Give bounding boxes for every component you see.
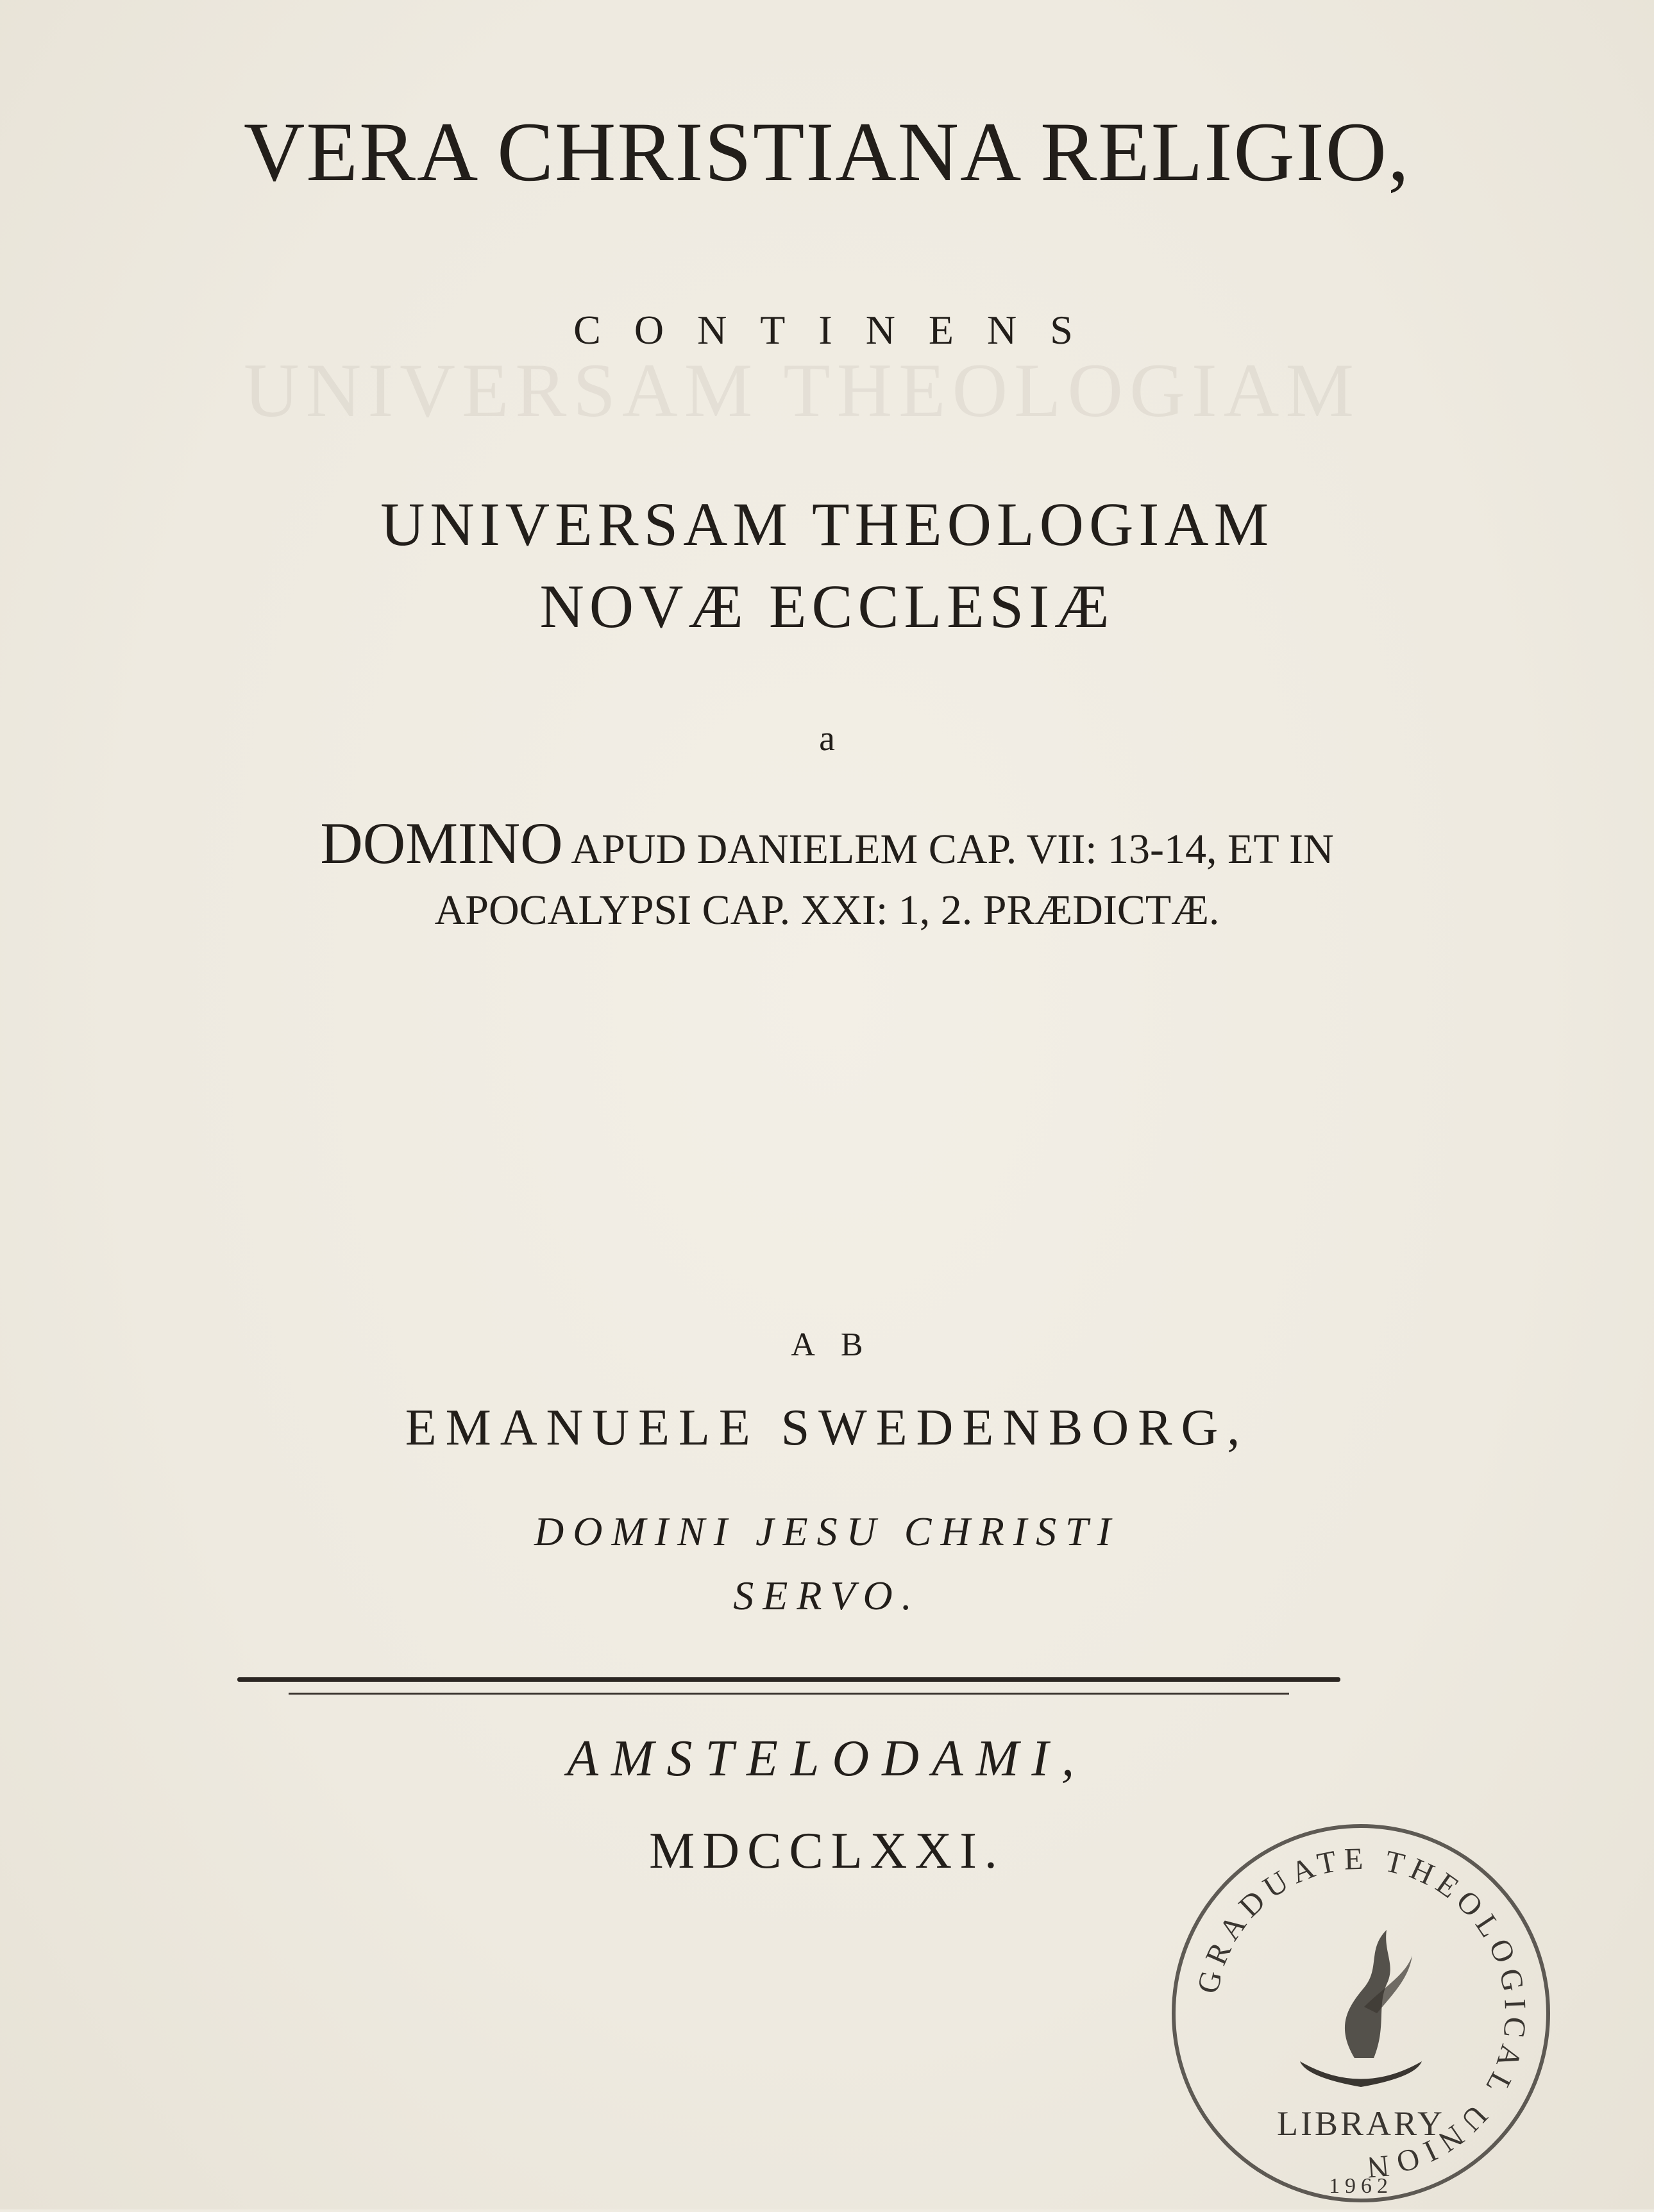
stamp-center-text: LIBRARY xyxy=(1276,2104,1446,2143)
domino-word: DOMINO xyxy=(320,810,563,876)
stamp-year-text: 1962 xyxy=(1329,2174,1393,2198)
bleed-through-text: UNIVERSAM THEOLOGIAM xyxy=(244,348,1361,433)
double-rule-thick xyxy=(237,1677,1340,1682)
preposition-a: a xyxy=(819,719,835,758)
author-name: EMANUELE SWEDENBORG, xyxy=(405,1400,1249,1456)
servant-line-2: SERVO. xyxy=(733,1573,921,1618)
servant-line-1: DOMINI JESU CHRISTI xyxy=(534,1509,1120,1554)
double-rule-thin xyxy=(289,1693,1289,1695)
library-stamp xyxy=(1162,1814,1560,2212)
imprint-place: AMSTELODAMI, xyxy=(566,1730,1088,1787)
stamp-ring-text: GRADUATE THEOLOGICAL UNION xyxy=(1190,1841,1533,2185)
book-title: VERA CHRISTIANA RELIGIO, xyxy=(244,105,1410,199)
subtitle-continens: CONTINENS xyxy=(573,307,1106,353)
theology-line-1: UNIVERSAM THEOLOGIAM xyxy=(380,490,1274,558)
theology-line-2: NOVÆ ECCLESIÆ xyxy=(539,572,1115,641)
prediction-line-2: APOCALYPSI CAP. XXI: 1, 2. PRÆDICTÆ. xyxy=(434,887,1220,934)
preposition-ab: AB xyxy=(791,1327,889,1363)
imprint-year: MDCCLXXI. xyxy=(649,1823,1005,1879)
prediction-line-1-rest: APUD DANIELEM CAP. VII: 13-14, ET IN xyxy=(562,826,1334,873)
prediction-line-1 xyxy=(0,809,1654,877)
lamp-flame-icon xyxy=(1300,1930,1422,2087)
